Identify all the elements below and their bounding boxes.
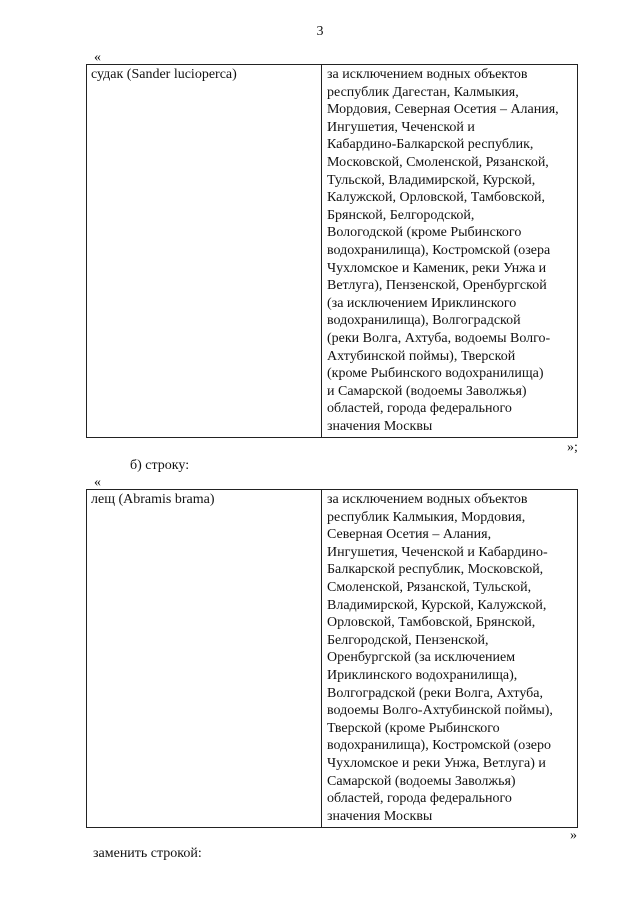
exception-line: Тульской, Владимирской, Курской, (327, 172, 536, 188)
table-row (87, 65, 578, 438)
opening-quote-2: « (94, 475, 101, 490)
exception-line: Оренбургской (за исключением (327, 650, 516, 666)
species-cell: судак (Sander lucioperca) (87, 65, 322, 438)
exception-line: водохранилища), Костромской (озеро (327, 738, 552, 754)
exception-line: Балкарской республик, Московской, (327, 562, 544, 578)
exception-line: Орловской, Тамбовской, Брянской, (327, 615, 536, 631)
exception-line: Ахтубинской поймы), Тверской (327, 348, 516, 364)
exception-line: Волгоградской (реки Волга, Ахтуба, (327, 685, 544, 701)
instruction-replace: заменить строкой: (93, 846, 202, 861)
exceptions-cell (322, 65, 578, 438)
exception-line: водохранилища), Волгоградской (327, 313, 521, 329)
exception-line: республик Калмыкия, Мордовия, (327, 509, 526, 525)
exception-line: значения Москвы (327, 808, 433, 824)
exception-line: Ветлуга), Пензенской, Оренбургской (327, 278, 547, 294)
exception-line: Чухломское и реки Унжа, Ветлуга) и (327, 755, 546, 771)
zander-row-table (86, 64, 578, 438)
exception-line: Владимирской, Курской, Калужской, (327, 597, 547, 613)
exception-line: Смоленской, Рязанской, Тульской, (327, 579, 532, 595)
page-number: 3 (316, 24, 324, 39)
exceptions-cell (322, 490, 578, 828)
exception-line: Самарской (водоемы Заволжья) (327, 773, 516, 789)
exception-line: Ириклинского водохранилища), (327, 667, 518, 683)
exception-line: (кроме Рыбинского водохранилища) (327, 366, 544, 382)
exception-line: Ингушетия, Чеченской и (327, 119, 475, 135)
exception-line: и Самарской (водоемы Заволжья) (327, 383, 527, 399)
instruction-b: б) строку: (130, 458, 190, 473)
exception-line: Вологодской (кроме Рыбинского (327, 225, 522, 241)
exception-line: Тверской (кроме Рыбинского (327, 720, 500, 736)
exception-line: республик Дагестан, Калмыкия, (327, 84, 519, 100)
exception-line: Белгородской, Пензенской, (327, 632, 489, 648)
exception-line: водохранилища), Костромской (озера (327, 242, 551, 258)
exception-line: за исключением водных объектов (327, 67, 528, 82)
opening-quote-1: « (94, 50, 101, 65)
exception-line: Ингушетия, Чеченской и Кабардино- (327, 544, 548, 560)
closing-quote-2: » (570, 828, 577, 843)
exception-line: областей, города федерального (327, 401, 512, 417)
exception-line: Кабардино-Балкарской республик, (327, 137, 534, 153)
bream-row-table (86, 489, 578, 828)
closing-quote-1: »; (567, 440, 578, 455)
exception-line: Брянской, Белгородской, (327, 207, 475, 223)
exception-line: Северная Осетия – Алания, (327, 527, 492, 543)
exception-line: (за исключением Ириклинского (327, 295, 517, 311)
exception-line: Мордовия, Северная Осетия – Алания, (327, 102, 559, 118)
exception-line: значения Москвы (327, 418, 433, 434)
exception-line: водоемы Волго-Ахтубинской поймы), (327, 703, 553, 719)
exception-line: за исключением водных объектов (327, 492, 528, 507)
exception-line: (реки Волга, Ахтуба, водоемы Волго- (327, 330, 551, 346)
exception-line: Чухломское и Каменик, реки Унжа и (327, 260, 547, 276)
exception-line: областей, города федерального (327, 791, 512, 807)
exception-line: Московской, Смоленской, Рязанской, (327, 154, 549, 170)
exception-line: Калужской, Орловской, Тамбовской, (327, 190, 545, 206)
species-cell: лещ (Abramis brama) (87, 490, 322, 828)
table-row (87, 490, 578, 828)
